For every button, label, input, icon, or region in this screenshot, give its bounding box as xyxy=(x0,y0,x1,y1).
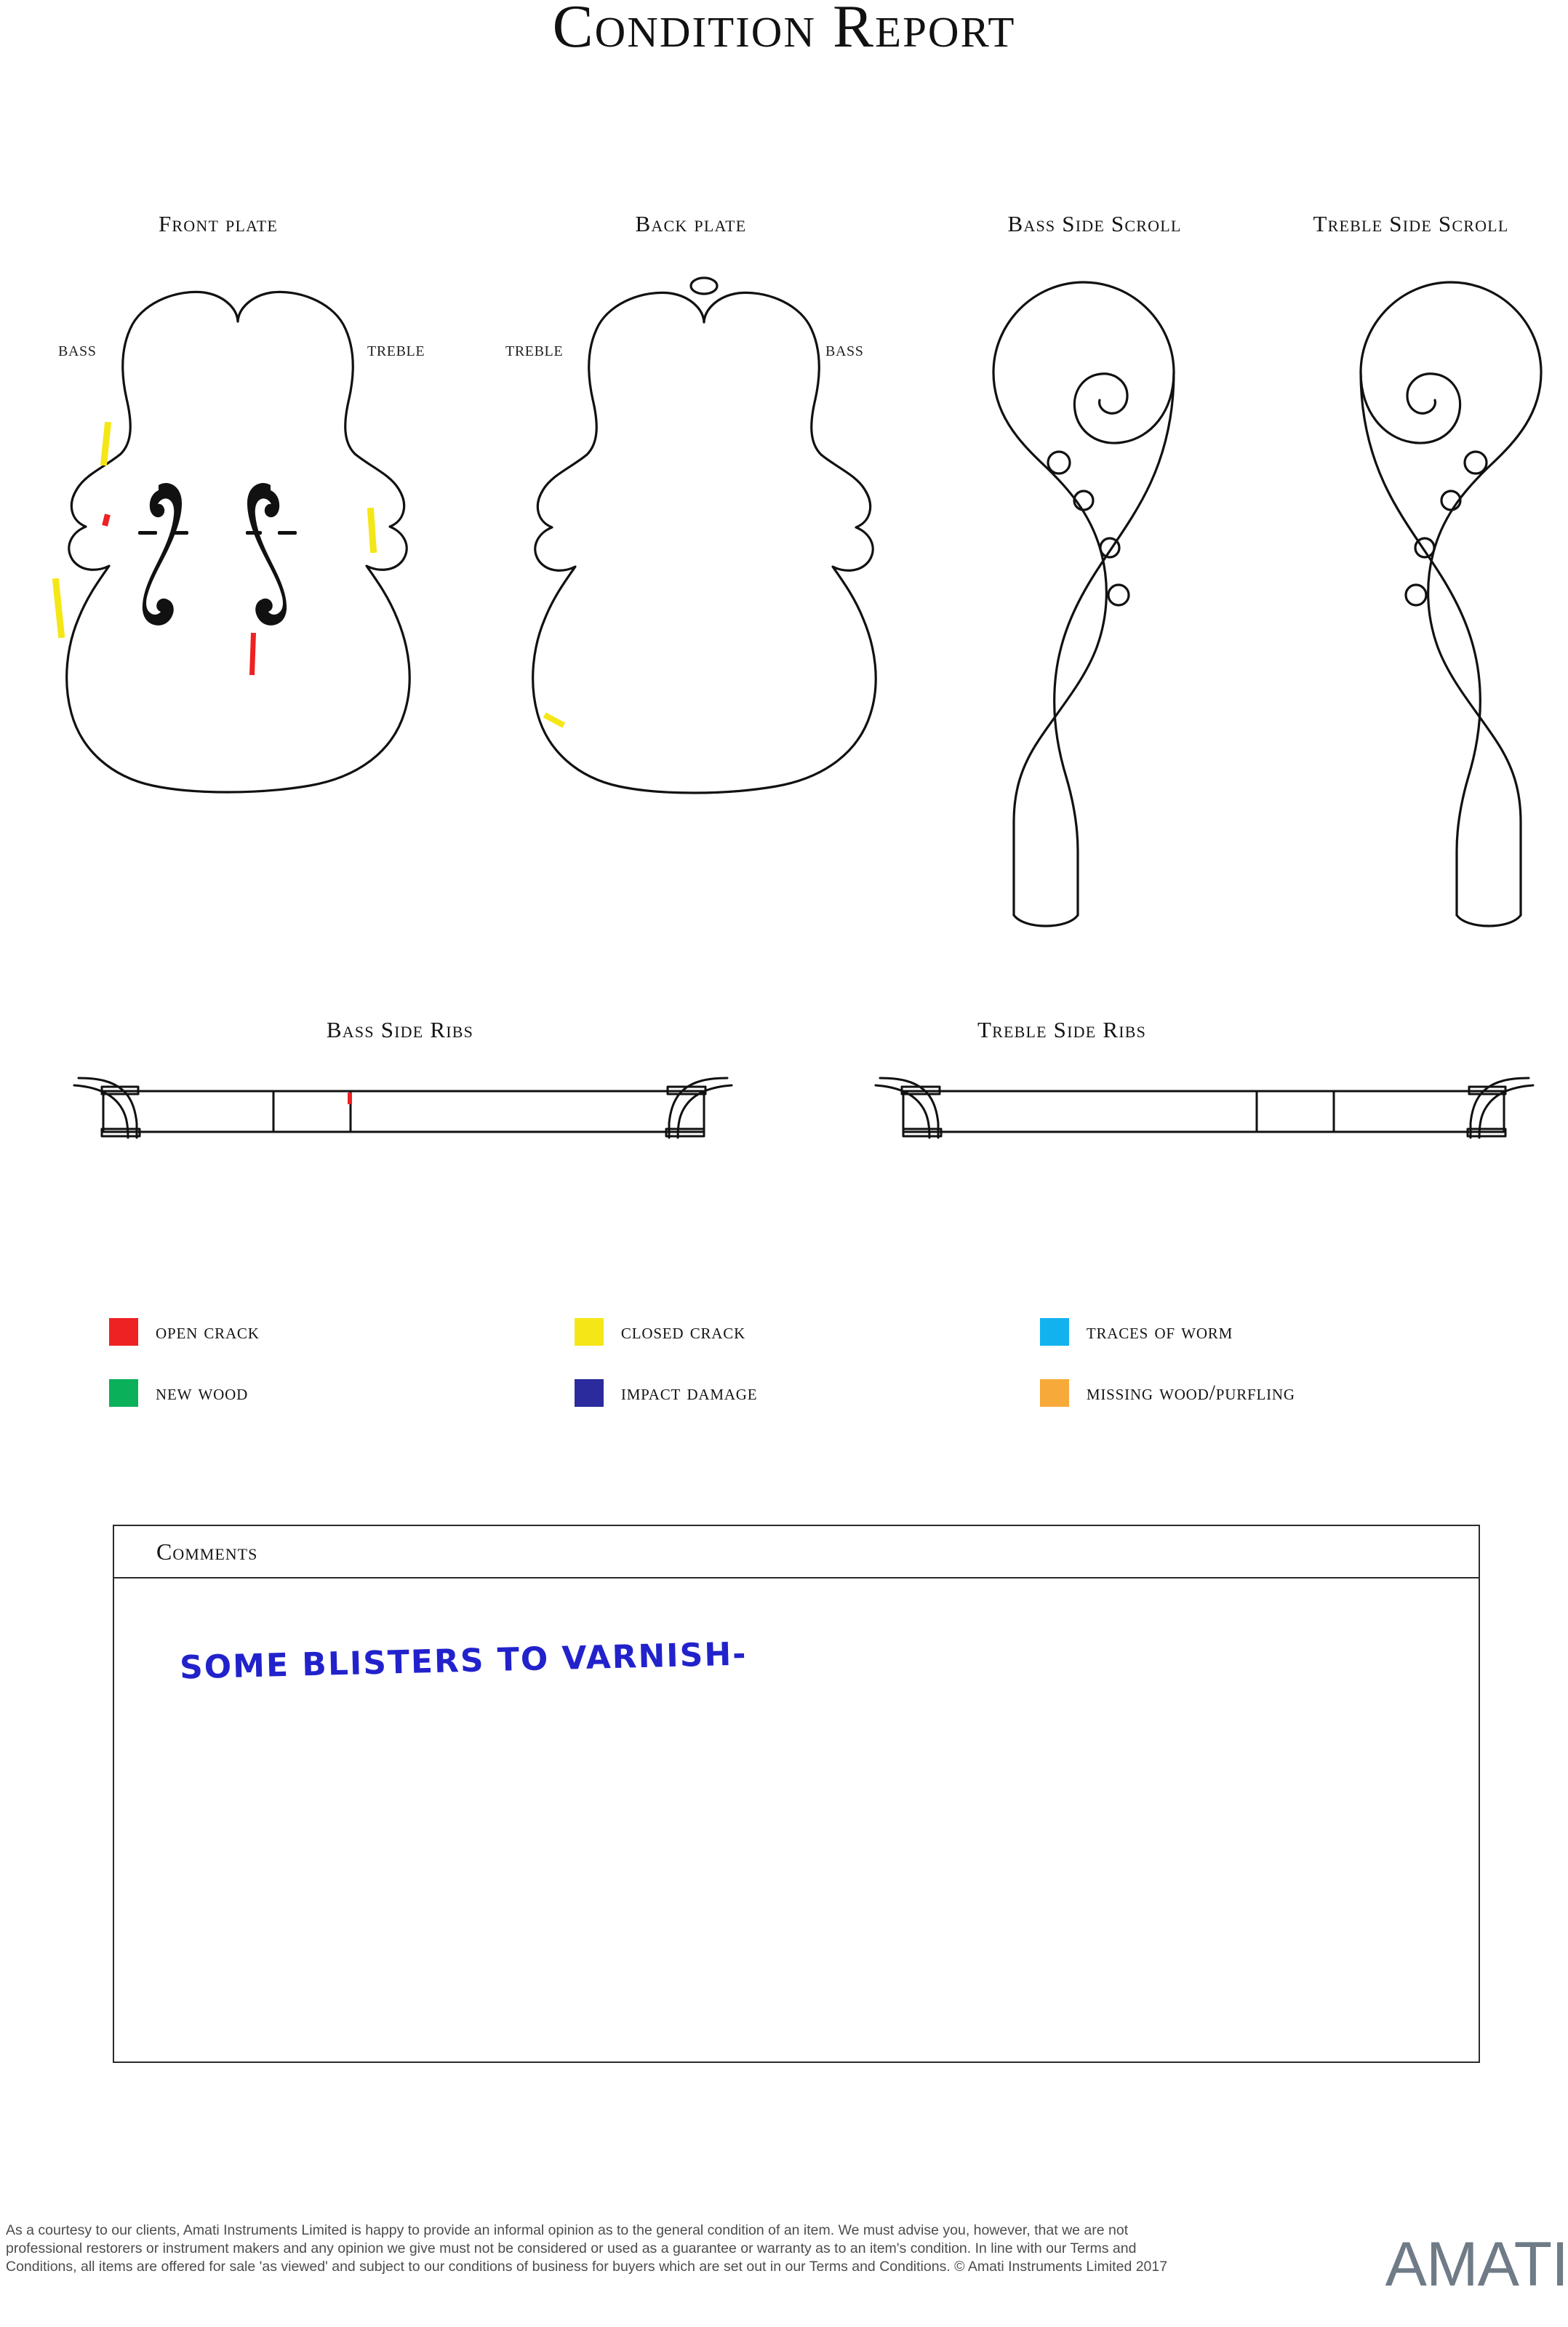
caption-bass-side-ribs: Bass Side Ribs xyxy=(326,1017,474,1042)
legend-item-missing-wood-purfling xyxy=(1040,1379,1505,1407)
treble-side-ribs-diagram xyxy=(822,1047,1535,1149)
back-plate-diagram xyxy=(502,258,916,949)
swatch-impact-damage xyxy=(575,1379,604,1407)
legend-label-new-wood: new wood xyxy=(156,1381,249,1405)
legend-label-impact-damage: impact damage xyxy=(620,1381,758,1405)
bass-side-scroll-diagram xyxy=(967,269,1251,946)
back-plate-bass-label: BASS xyxy=(825,343,864,359)
damage-marks xyxy=(52,422,377,675)
bass-side-ribs-diagram xyxy=(73,1047,785,1149)
caption-bass-side-scroll: Bass Side Scroll xyxy=(1007,211,1182,236)
front-plate-treble-label: TREBLE xyxy=(367,343,425,359)
legend-row-1 xyxy=(109,1318,1505,1346)
damage-marks xyxy=(348,1093,352,1104)
legend-item-new-wood xyxy=(109,1379,575,1407)
back-plate-treble-label: TREBLE xyxy=(505,343,564,359)
comments-header-label: Comments xyxy=(156,1538,258,1565)
comments-handwritten-text: SOME BLISTERS TO VARNISH- xyxy=(179,1635,748,1687)
swatch-missing-wood-purfling xyxy=(1040,1379,1069,1407)
legend-label-traces-of-worm: traces of worm xyxy=(1086,1320,1233,1344)
footer-disclaimer: As a courtesy to our clients, Amati Instruments Limited is happy to provide an informal opinion as to the general condition of an item. We must advise you, however, that we are not professional restorers or instrument makers and any opinion we give must not be considered or used as a guarantee or warranty as to an item's condition. In line with our Terms and Conditions, all items are offered for sale 'as viewed' and subject to our conditions of business for buyers which are set out in our Terms and Conditions. © Amati Instruments Limited 2017 xyxy=(6,2222,1168,2275)
legend xyxy=(109,1318,1505,1440)
legend-label-missing-wood-purfling: missing wood/purfling xyxy=(1086,1381,1295,1405)
caption-treble-side-scroll: Treble Side Scroll xyxy=(1313,211,1509,236)
caption-front-plate: Front plate xyxy=(158,211,279,236)
legend-item-closed-crack xyxy=(575,1318,1040,1346)
comments-field[interactable] xyxy=(114,1578,1479,2061)
front-plate-bass-label: BASS xyxy=(58,343,97,359)
legend-label-closed-crack: closed crack xyxy=(620,1320,746,1344)
brand-logo: AMATI xyxy=(1385,2230,1568,2299)
treble-side-scroll-diagram xyxy=(1284,269,1567,946)
comments-box xyxy=(113,1525,1480,2063)
legend-label-open-crack: open crack xyxy=(156,1320,260,1344)
swatch-open-crack xyxy=(109,1318,138,1346)
front-plate-diagram xyxy=(51,276,458,946)
page-title: Condition Report xyxy=(552,0,1016,60)
legend-item-traces-of-worm xyxy=(1040,1318,1505,1346)
caption-back-plate: Back plate xyxy=(635,211,747,236)
damage-marks xyxy=(543,712,565,727)
swatch-new-wood xyxy=(109,1379,138,1407)
comments-header xyxy=(114,1526,1479,1578)
caption-treble-side-ribs: Treble Side Ribs xyxy=(977,1017,1147,1042)
swatch-closed-crack xyxy=(575,1318,604,1346)
swatch-traces-of-worm xyxy=(1040,1318,1069,1346)
legend-row-2 xyxy=(109,1379,1505,1407)
legend-item-open-crack xyxy=(109,1318,575,1346)
legend-item-impact-damage xyxy=(575,1379,1040,1407)
